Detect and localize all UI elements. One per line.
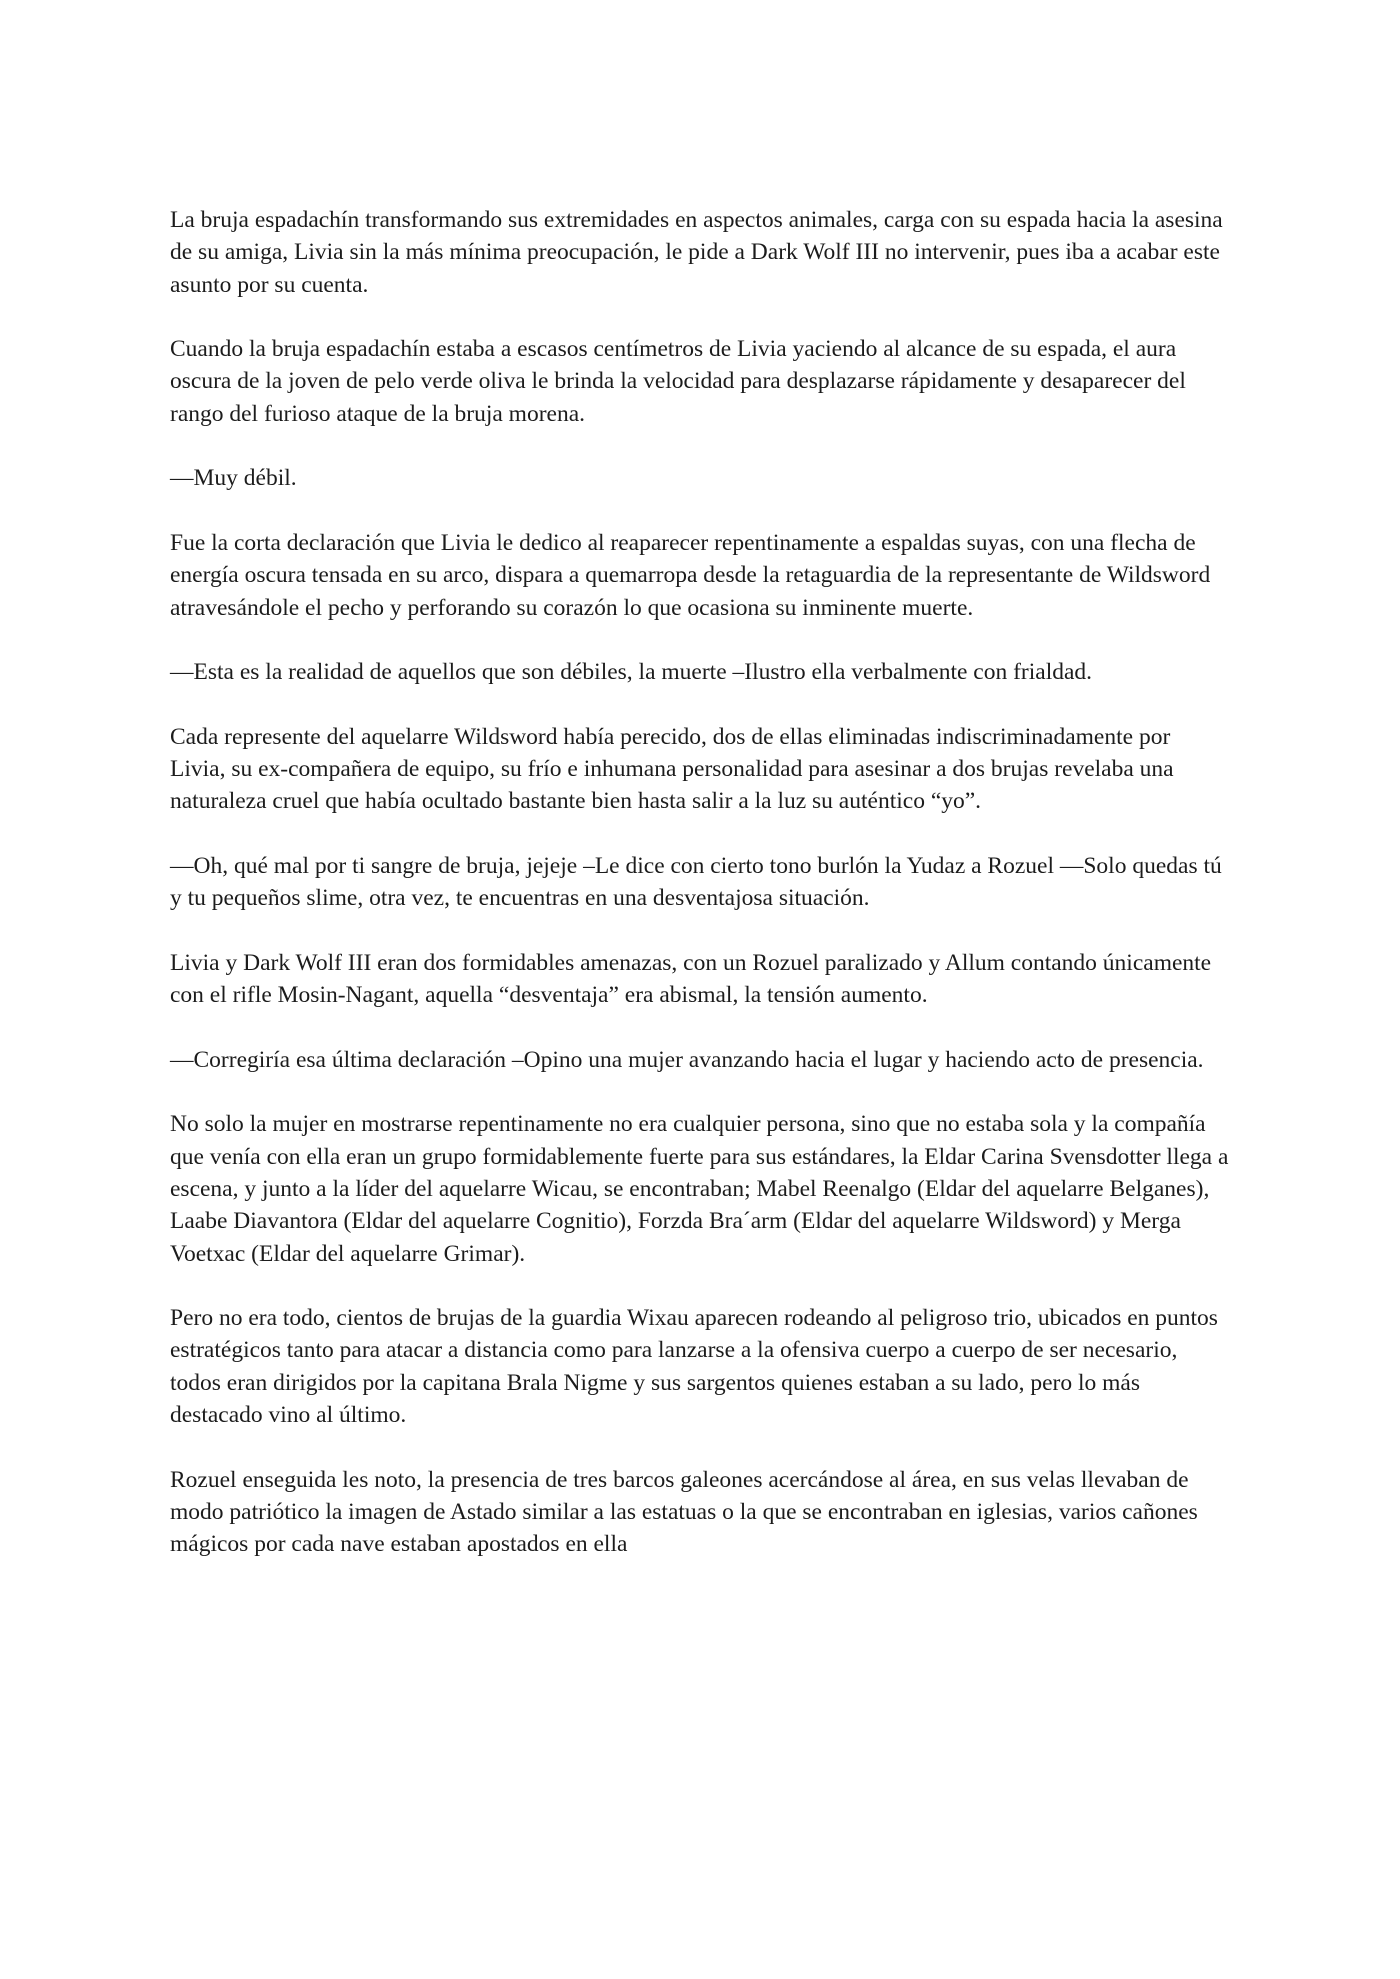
paragraph: Rozuel enseguida les noto, la presencia de tres barcos galeones acercándose al área, en sus velas llevaban de modo patriótico la imagen de Astado similar a las estatuas o la que se encontraban en iglesias, varios cañones mágicos por cada nave estaban apostados en ella <box>170 1466 1198 1558</box>
paragraph: Fue la corta declaración que Livia le dedico al reaparecer repentinamente a espaldas suyas, con una flecha de energía oscura tensada en su arco, dispara a quemarropa desde la retaguardia de la representante de Wildsword atravesándole el pecho y perforando su corazón lo que ocasiona su inminente muerte. <box>170 529 1211 621</box>
body-text <box>170 204 1230 1560</box>
paragraph: —Oh, qué mal por ti sangre de bruja, jejeje –Le dice con cierto tono burlón la Yudaz a Rozuel —Solo quedas tú y tu pequeños slime, otra vez, te encuentras en una desventajosa situación. <box>170 852 1222 912</box>
paragraph: —Muy débil. <box>170 465 297 492</box>
paragraph: —Esta es la realidad de aquellos que son débiles, la muerte –Ilustro ella verbalmente con frialdad. <box>170 659 1093 686</box>
paragraph: Cuando la bruja espadachín estaba a escasos centímetros de Livia yaciendo al alcance de su espada, el aura oscura de la joven de pelo verde oliva le brinda la velocidad para desplazarse rápidamente y desaparecer del rango del furioso ataque de la bruja morena. <box>170 336 1186 427</box>
paragraph: Livia y Dark Wolf III eran dos formidables amenazas, con un Rozuel paralizado y Allum contando únicamente con el rifle Mosin-Nagant, aquella “desventaja” era abismal, la tensión aumento. <box>170 949 1212 1009</box>
paragraph: No solo la mujer en mostrarse repentinamente no era cualquier persona, sino que no estaba sola y la compañía que venía con ella eran un grupo formidablemente fuerte para sus estándares, la Eldar Carina Svensdotter llega a escena, y junto a la líder del aquelarre Wicau, se encontraban; Mabel Reenalgo (Eldar del aquelarre Belganes), Laabe Diavantora (Eldar del aquelarre Cognitio), Forzda Bra´arm (Eldar del aquelarre Wildsword) y Merga Voetxac (Eldar del aquelarre Grimar). <box>170 1111 1229 1267</box>
paragraph: Cada represente del aquelarre Wildsword había perecido, dos de ellas eliminadas indiscriminadamente por Livia, su ex-compañera de equipo, su frío e inhumana personalidad para asesinar a dos brujas revelaba una naturaleza cruel que había ocultado bastante bien hasta salir a la luz su auténtico “yo”. <box>170 723 1174 815</box>
paragraph: La bruja espadachín transformando sus extremidades en aspectos animales, carga con su espada hacia la asesina de su amiga, Livia sin la más mínima preocupación, le pide a Dark Wolf III no intervenir, pues iba a acabar este asunto por su cuenta. <box>170 207 1223 298</box>
paragraph: —Corregiría esa última declaración –Opino una mujer avanzando hacia el lugar y haciendo acto de presencia. <box>170 1046 1204 1073</box>
paragraph: Pero no era todo, cientos de brujas de la guardia Wixau aparecen rodeando al peligroso trio, ubicados en puntos estratégicos tanto para atacar a distancia como para lanzarse a la ofensiva cuerpo a cuerpo de ser necesario, todos eran dirigidos por la capitana Brala Nigme y sus sargentos quienes estaban a su lado, pero lo más destacado vino al último. <box>170 1305 1218 1428</box>
